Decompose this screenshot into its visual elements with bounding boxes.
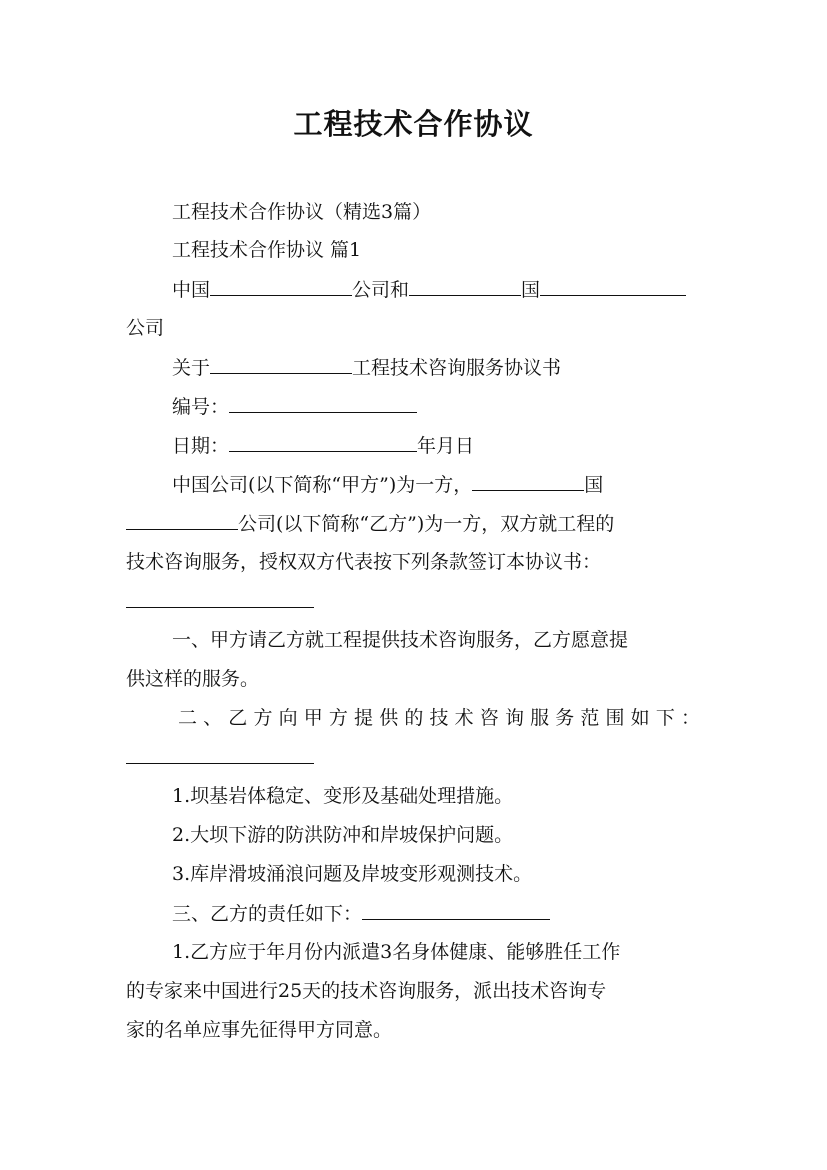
document-title: 工程技术合作协议 — [293, 107, 534, 141]
intro-line-3: 技术咨询服务，授权双方代表按下列条款签订本协议书： — [126, 551, 602, 573]
clause1-line-2: 供这样的服务。 — [126, 668, 260, 690]
blank-line-2 — [126, 763, 314, 764]
parties-mid2: 国 — [521, 279, 541, 301]
item-3: 3.库岸滑坡涌浪问题及岸坡变形观测技术。 — [172, 863, 533, 885]
about-prefix: 关于 — [172, 357, 211, 379]
clause3-1-line-1: 1.乙方应于年月份内派遣3名身体健康、能够胜任工作 — [172, 941, 621, 963]
about-suffix: 工程技术咨询服务协议书 — [352, 357, 562, 379]
company-blank — [210, 277, 352, 296]
number-blank — [229, 394, 417, 413]
item-1: 1.坝基岩体稳定、变形及基础处理措施。 — [172, 785, 514, 807]
clause3-1-line-3: 家的名单应事先征得甲方同意。 — [126, 1019, 393, 1041]
intro-text-2: 公司(以下简称“乙方”)为一方，双方就工程的 — [238, 513, 615, 535]
intro-text-1: 中国公司(以下简称“甲方”)为一方， — [172, 474, 473, 496]
number-line — [172, 394, 417, 419]
part-heading: 工程技术合作协议 篇1 — [172, 239, 362, 261]
parties-mid1: 公司和 — [352, 279, 410, 301]
intro-text-1-end: 国 — [584, 474, 604, 496]
project-blank — [210, 355, 352, 374]
date-label: 日期： — [172, 435, 230, 457]
clause3-blank — [362, 901, 550, 920]
blank-line-1 — [126, 607, 314, 608]
intro-country-blank — [472, 472, 584, 491]
clause1-line-1: 一、甲方请乙方就工程提供技术咨询服务，乙方愿意提 — [172, 629, 629, 651]
clause2: 二、乙方向甲方提供的技术咨询服务范围如下： — [178, 707, 700, 729]
intro-line-2 — [126, 511, 614, 536]
intro-company-blank — [126, 511, 238, 530]
subtitle: 工程技术合作协议（精选3篇） — [172, 201, 432, 223]
company-blank-2 — [540, 277, 686, 296]
parties-line — [172, 277, 686, 302]
parties-prefix: 中国 — [172, 279, 211, 301]
date-blank — [229, 433, 417, 452]
clause3-1-line-2: 的专家来中国进行25天的技术咨询服务，派出技术咨询专 — [126, 980, 607, 1002]
date-line — [172, 433, 474, 458]
intro-line-1 — [172, 472, 603, 497]
item-2: 2.大坝下游的防洪防冲和岸坡保护问题。 — [172, 824, 514, 846]
parties-cont: 公司 — [126, 317, 165, 339]
number-label: 编号： — [172, 396, 230, 418]
clause3-line — [172, 901, 550, 926]
about-line — [172, 355, 561, 380]
date-suffix: 年月日 — [417, 435, 475, 457]
country-blank — [409, 277, 521, 296]
clause3: 三、乙方的责任如下： — [172, 903, 363, 925]
